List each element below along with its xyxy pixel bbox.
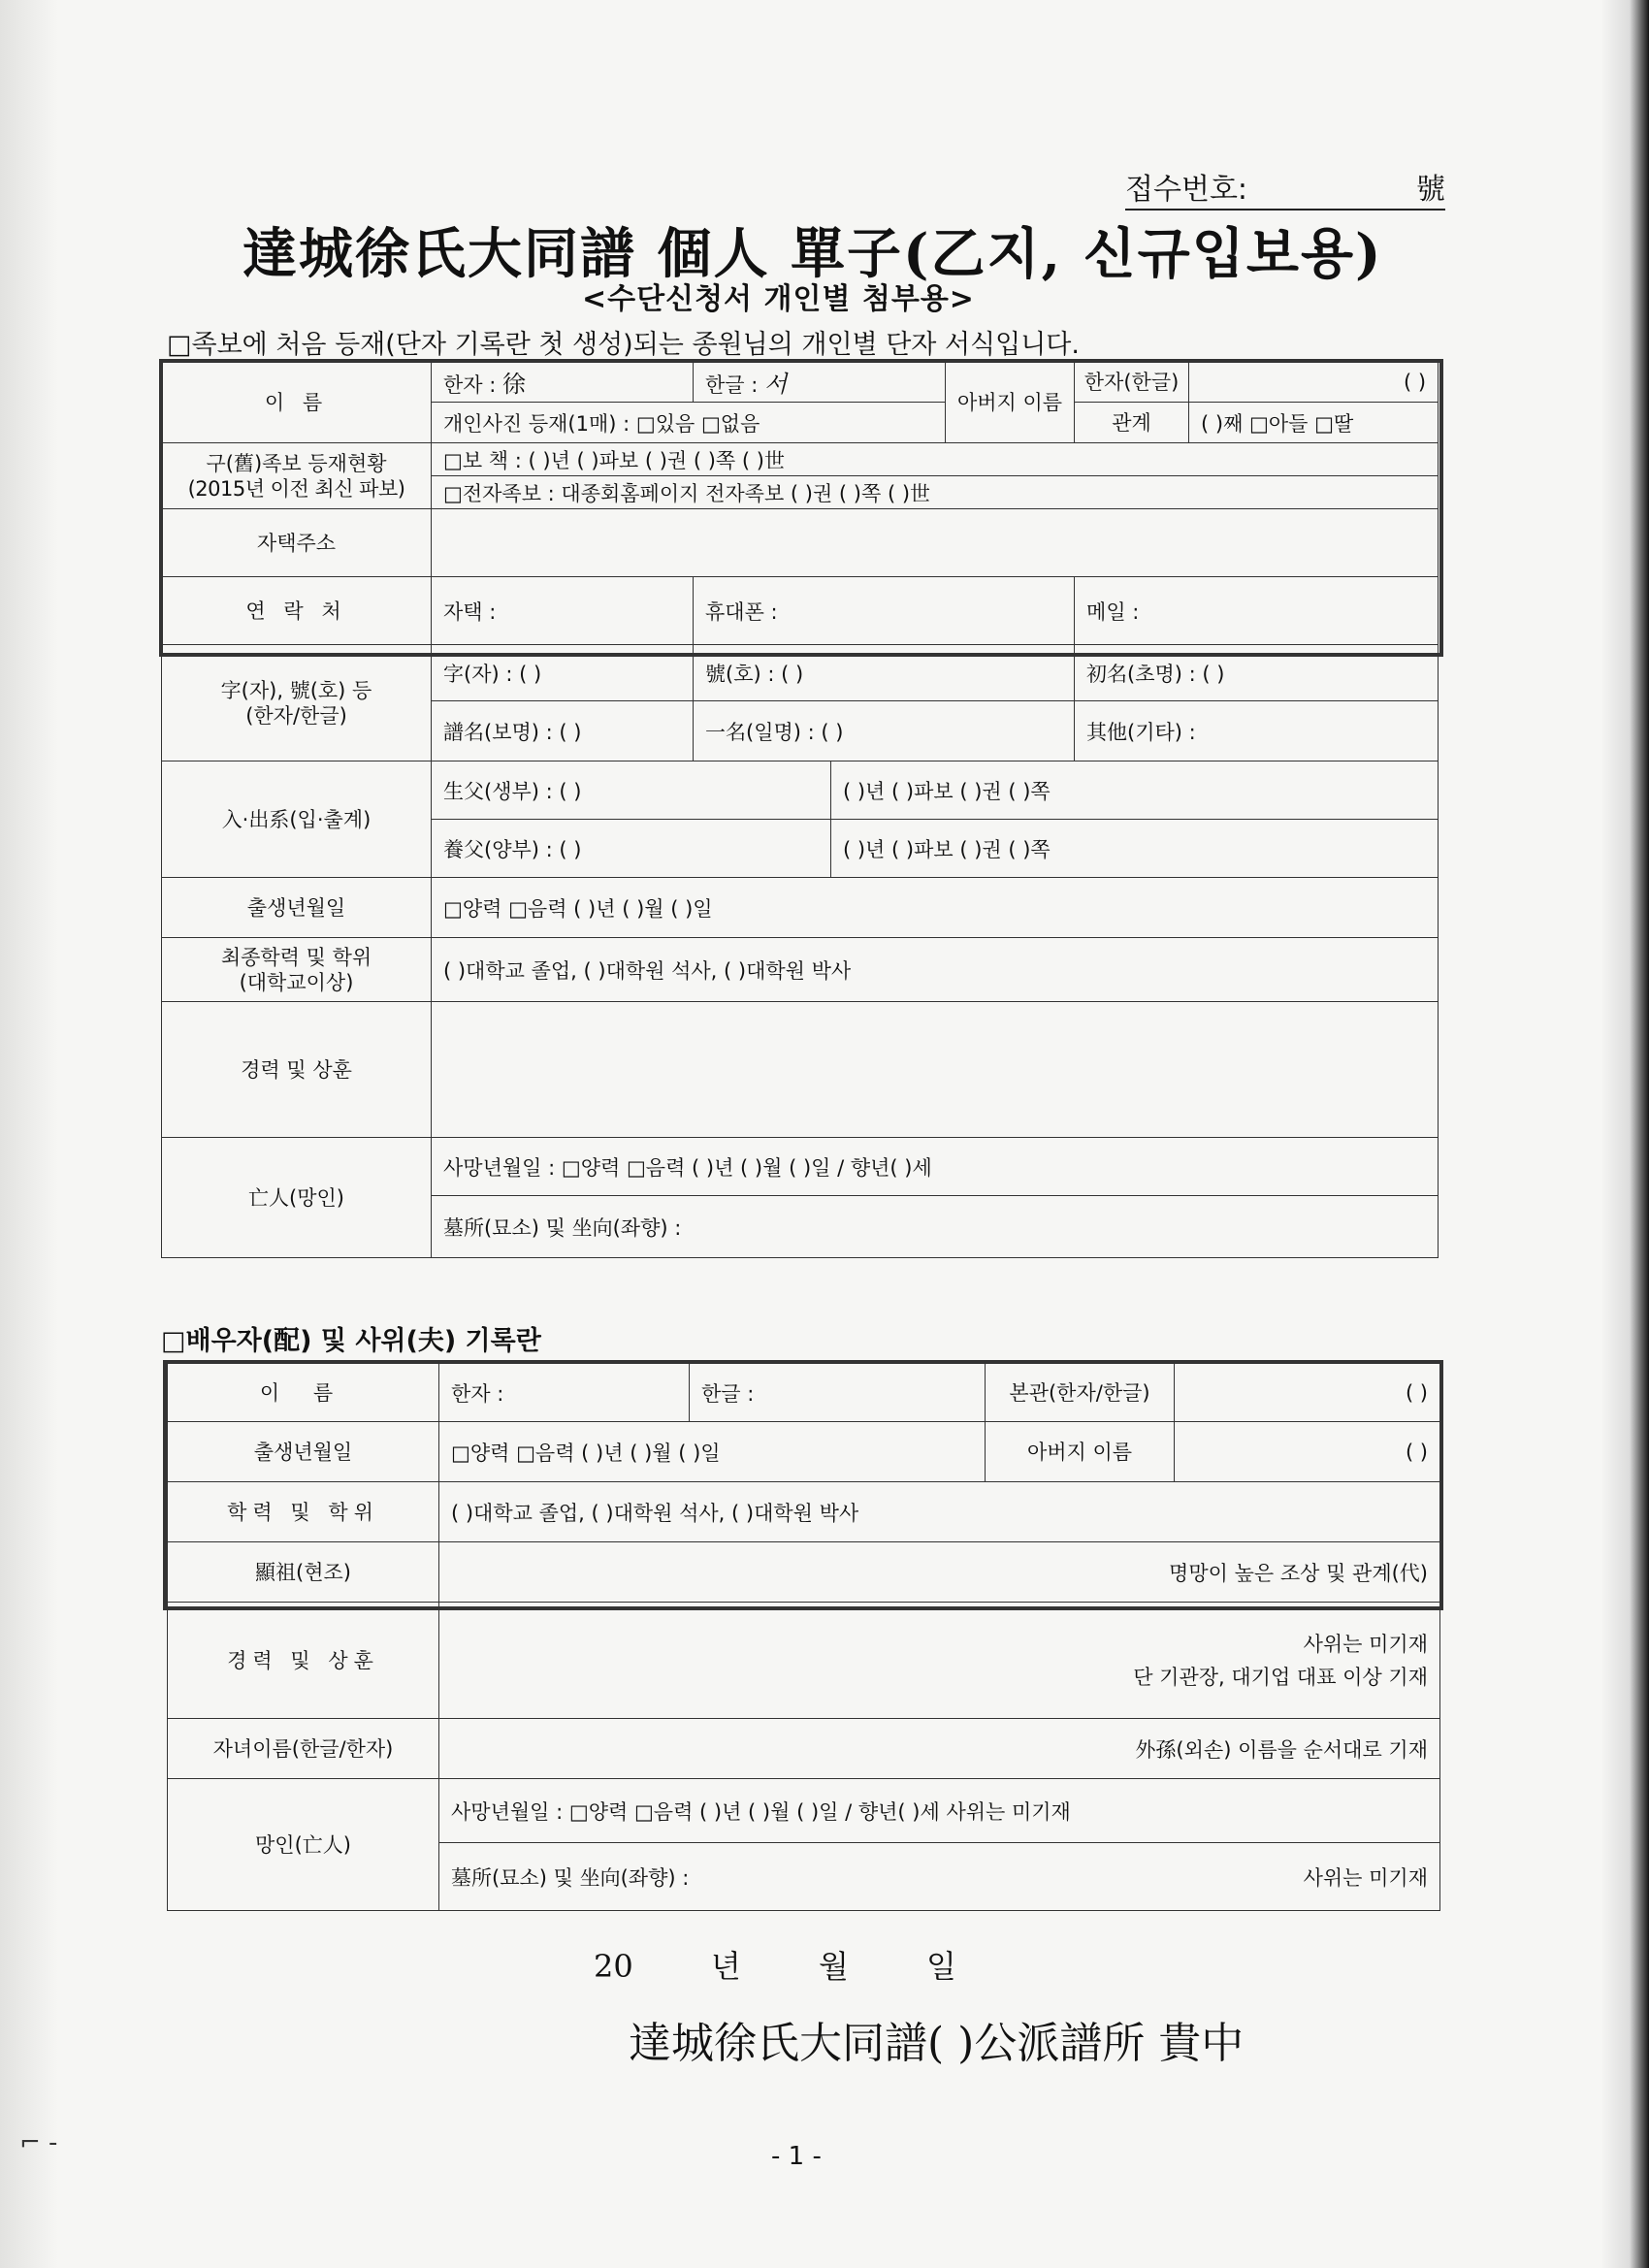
- member-form-table: [161, 361, 1439, 1258]
- address-field[interactable]: [432, 509, 1439, 577]
- margin-mark: ⌐ ‐: [19, 2128, 58, 2157]
- receipt-underline: [1125, 209, 1445, 211]
- spouse-education-field[interactable]: ( )대학교 졸업, ( )대학원 석사, ( )대학원 박사: [439, 1482, 1440, 1542]
- father-hanja-label: 한자(한글): [1075, 362, 1189, 403]
- death-date-field[interactable]: 사망년월일 : □양력 □음력 ( )년 ( )월 ( )일 / 향년( )세: [432, 1138, 1439, 1196]
- spouse-death-date-field[interactable]: 사망년월일 : □양력 □음력 ( )년 ( )월 ( )일 / 향년( )세 사위는 미기재: [439, 1779, 1440, 1843]
- spouse-deceased-label: 망인(亡人): [168, 1779, 439, 1911]
- gita-field[interactable]: 其他(기타) :: [1075, 701, 1439, 761]
- education-field[interactable]: ( )대학교 졸업, ( )대학원 석사, ( )대학원 박사: [432, 938, 1439, 1002]
- adoption-label: 入·出系(입·출계): [162, 761, 432, 878]
- birthdate-label: 출생년월일: [162, 878, 432, 938]
- spouse-origin-field[interactable]: ( ): [1175, 1364, 1440, 1422]
- children-names-label: 자녀이름(한글/한자): [168, 1719, 439, 1779]
- adopt-father-field[interactable]: 養父(양부) : ( ): [432, 820, 831, 878]
- receipt-number: [1125, 165, 1445, 208]
- ilmyeong-field[interactable]: 一名(일명) : ( ): [694, 701, 1075, 761]
- spouse-grave-note: 사위는 미기재: [1303, 1865, 1428, 1890]
- spouse-career-label: 경력 및 상훈: [168, 1603, 439, 1719]
- relation-field[interactable]: ( )째 □아들 □딸: [1189, 403, 1439, 443]
- grave-field[interactable]: 墓所(묘소) 및 坐向(좌향) :: [432, 1196, 1439, 1258]
- photo-option[interactable]: 개인사진 등재(1매) : □있음 □없음: [432, 403, 946, 443]
- birthdate-field[interactable]: □양력 □음력 ( )년 ( )월 ( )일: [432, 878, 1439, 938]
- contact-label: 연 락 처: [162, 577, 432, 645]
- mobile-field[interactable]: 휴대폰 :: [694, 577, 1075, 645]
- spouse-ancestor-field[interactable]: 명망이 높은 조상 및 관계(代): [439, 1542, 1440, 1603]
- ho-field[interactable]: 號(호) : ( ): [694, 645, 1075, 701]
- career-label: 경력 및 상훈: [162, 1002, 432, 1138]
- email-field[interactable]: 메일 :: [1075, 577, 1439, 645]
- birth-father-field[interactable]: 生父(생부) : ( ): [432, 761, 831, 820]
- spouse-section-title: □배우자(配) 및 사위(夫) 기록란: [161, 1326, 541, 1356]
- spouse-education-label: 학력 및 학위: [168, 1482, 439, 1542]
- birth-father-lineage[interactable]: ( )년 ( )파보 ( )권 ( )쪽: [831, 761, 1439, 820]
- spouse-hanja-field[interactable]: 한자 :: [439, 1364, 690, 1422]
- name-label: 이 름: [162, 362, 432, 443]
- spouse-birthdate-field[interactable]: □양력 □음력 ( )년 ( )월 ( )일: [439, 1422, 986, 1482]
- deceased-label: 亡人(망인): [162, 1138, 432, 1258]
- spouse-name-label: 이 름: [168, 1364, 439, 1422]
- spouse-grave-field[interactable]: [439, 1843, 1440, 1911]
- old-book-row[interactable]: □보 책 : ( )년 ( )파보 ( )권 ( )쪽 ( )世: [432, 443, 1439, 476]
- page-number: - 1 -: [771, 2142, 822, 2171]
- page-title: 達城徐氏大同譜 個人 單子(乙지, 신규입보용): [242, 222, 1383, 286]
- spouse-grave-label: 墓所(묘소) 및 坐向(좌향) :: [451, 1865, 690, 1890]
- bomyeong-field[interactable]: 譜名(보명) : ( ): [432, 701, 694, 761]
- spouse-ancestor-label: 顯祖(현조): [168, 1542, 439, 1603]
- name-hangul-value: 서: [764, 371, 788, 398]
- chomyeong-field[interactable]: 初名(초명) : ( ): [1075, 645, 1439, 701]
- spouse-hangul-field[interactable]: 한글 :: [690, 1364, 986, 1422]
- spouse-origin-label: 본관(한자/한글): [986, 1364, 1175, 1422]
- name-hanja-value: 徐: [502, 371, 527, 398]
- name-hangul-field[interactable]: 한글 : 서: [694, 362, 946, 403]
- ja-field[interactable]: 字(자) : ( ): [432, 645, 694, 701]
- page-subtitle: <수단신청서 개인별 첨부용>: [582, 282, 975, 316]
- home-phone-field[interactable]: 자택 :: [432, 577, 694, 645]
- relation-label: 관계: [1075, 403, 1189, 443]
- career-field[interactable]: [432, 1002, 1439, 1138]
- spouse-birthdate-label: 출생년월일: [168, 1422, 439, 1482]
- names-label: 字(자), 號(호) 등 (한자/한글): [162, 645, 432, 761]
- father-name-label: 아버지 이름: [946, 362, 1075, 443]
- adopt-father-lineage[interactable]: ( )년 ( )파보 ( )권 ( )쪽: [831, 820, 1439, 878]
- notice-text: □족보에 처음 등재(단자 기록란 첫 생성)되는 종원님의 개인별 단자 서식입니다.: [167, 330, 1080, 360]
- name-hanja-field[interactable]: 한자 : 徐: [432, 362, 694, 403]
- spouse-career-field[interactable]: 사위는 미기재 단 기관장, 대기업 대표 이상 기재: [439, 1603, 1440, 1719]
- receipt-label: 접수번호:: [1125, 173, 1248, 207]
- children-names-field[interactable]: 外孫(외손) 이름을 순서대로 기재: [439, 1719, 1440, 1779]
- page-shadow: [0, 0, 58, 2268]
- spouse-father-label: 아버지 이름: [986, 1422, 1175, 1482]
- old-ebook-row[interactable]: □전자족보 : 대종회홈페이지 전자족보 ( )권 ( )쪽 ( )世: [432, 476, 1439, 509]
- education-label: 최종학력 및 학위 (대학교이상): [162, 938, 432, 1002]
- date-line: 20 년 월 일: [594, 1948, 956, 1985]
- spouse-form-table: [167, 1363, 1440, 1911]
- page-edge: [1600, 0, 1649, 2268]
- father-name-field[interactable]: ( ): [1189, 362, 1439, 403]
- address-label: 자택주소: [162, 509, 432, 577]
- receipt-suffix: 號: [1416, 173, 1445, 207]
- addressee: 達城徐氏大同譜( )公派譜所 貴中: [629, 2019, 1245, 2068]
- spouse-father-field[interactable]: ( ): [1175, 1422, 1440, 1482]
- old-genealogy-label: 구(舊)족보 등재현황 (2015년 이전 최신 파보): [162, 443, 432, 509]
